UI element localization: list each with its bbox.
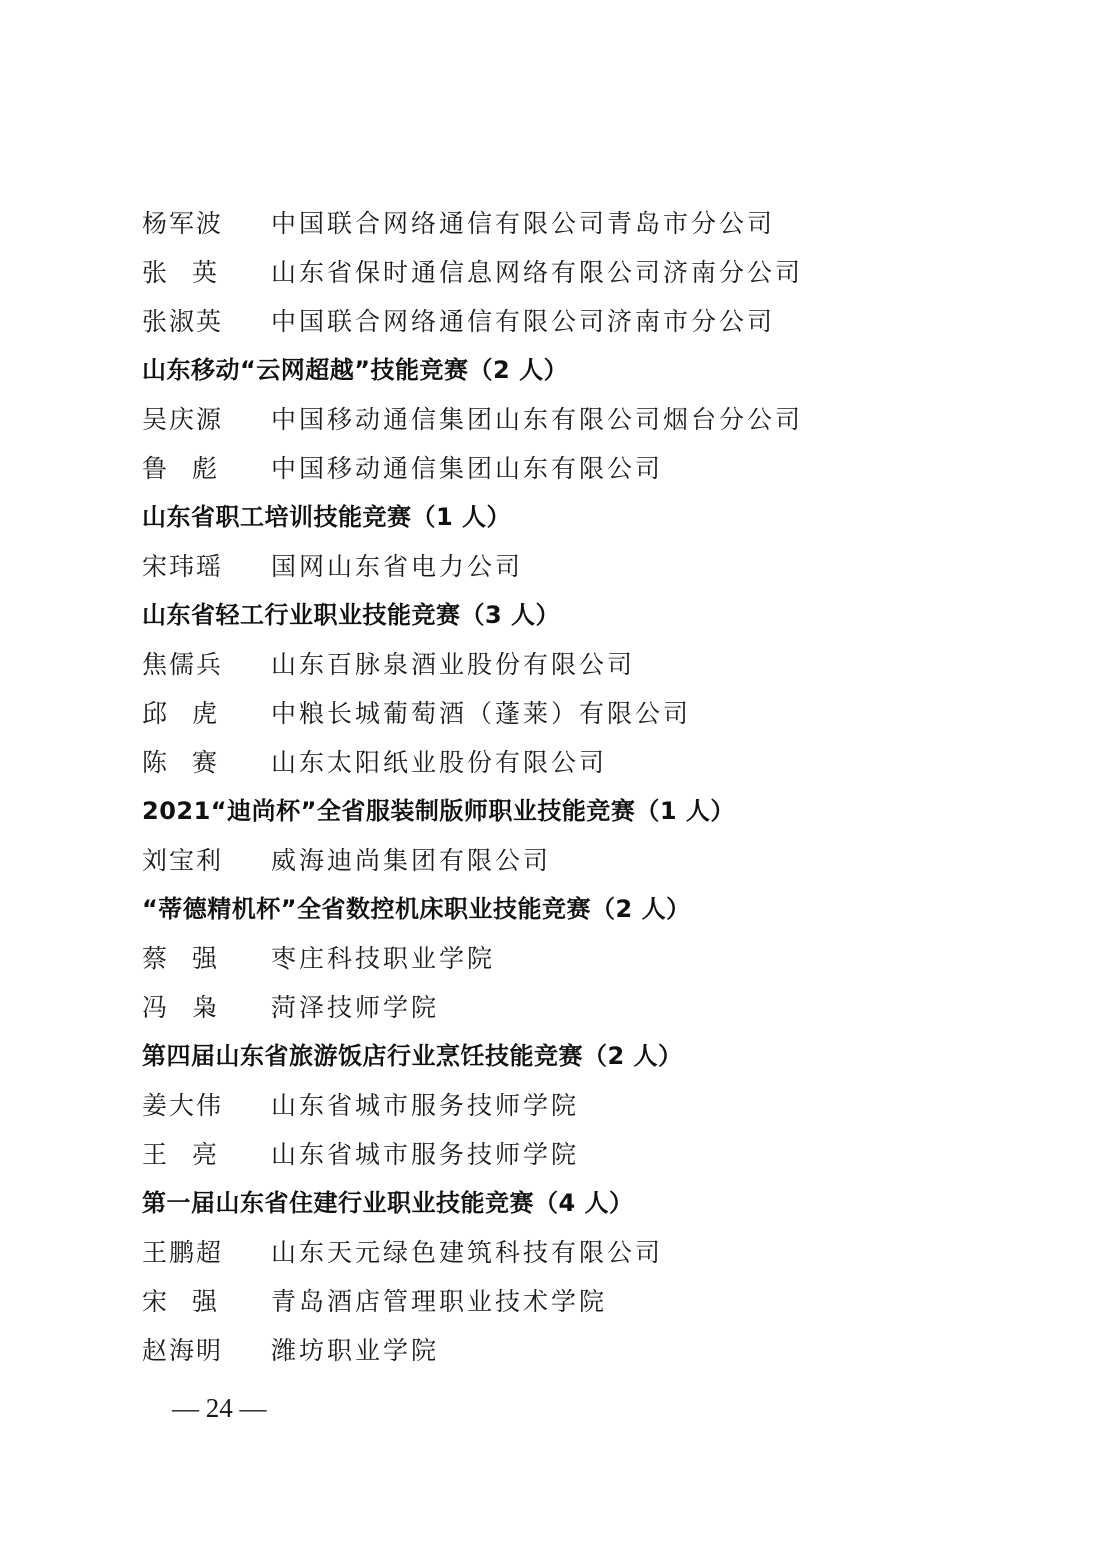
person-name: 王 亮 — [142, 1140, 218, 1169]
organization-name: 中国联合网络通信有限公司青岛市分公司 — [271, 209, 776, 238]
person-name: 陈 赛 — [142, 748, 218, 777]
organization-name: 山东省城市服务技师学院 — [271, 1140, 580, 1169]
list-item — [142, 1081, 1002, 1130]
section-heading: “蒂德精机杯”全省数控机床职业技能竞赛（2 人） — [142, 895, 691, 923]
section-heading: 山东省轻工行业职业技能竞赛（3 人） — [142, 601, 561, 629]
organization-name: 潍坊职业学院 — [271, 1336, 440, 1365]
person-name: 邱 虎 — [142, 699, 218, 728]
list-item — [142, 1326, 1002, 1375]
organization-name: 青岛酒店管理职业技术学院 — [271, 1287, 608, 1316]
person-name: 赵海明 — [142, 1336, 224, 1365]
person-name: 宋玮瑶 — [142, 552, 224, 581]
organization-name: 枣庄科技职业学院 — [271, 944, 496, 973]
organization-name: 山东天元绿色建筑科技有限公司 — [271, 1238, 664, 1267]
list-item — [142, 542, 1002, 591]
list-item — [142, 689, 1002, 738]
page-number: — 24 — — [172, 1393, 267, 1423]
section-heading: 第一届山东省住建行业职业技能竞赛（4 人） — [142, 1189, 634, 1217]
organization-name: 中国联合网络通信有限公司济南市分公司 — [271, 307, 776, 336]
person-name: 宋 强 — [142, 1287, 218, 1316]
list-item — [142, 395, 1002, 444]
list-item — [142, 983, 1002, 1032]
person-name: 冯 枭 — [142, 993, 218, 1022]
list-item — [142, 248, 1002, 297]
section-heading: 第四届山东省旅游饭店行业烹饪技能竞赛（2 人） — [142, 1042, 683, 1070]
section-heading: 山东移动“云网超越”技能竞赛（2 人） — [142, 356, 569, 384]
organization-name: 山东省城市服务技师学院 — [271, 1091, 580, 1120]
list-item — [142, 1277, 1002, 1326]
organization-name: 菏泽技师学院 — [271, 993, 440, 1022]
organization-name: 中国移动通信集团山东有限公司 — [271, 454, 664, 483]
person-name: 鲁 彪 — [142, 454, 218, 483]
list-item — [142, 836, 1002, 885]
person-name: 张淑英 — [142, 307, 224, 336]
organization-name: 国网山东省电力公司 — [271, 552, 524, 581]
section-heading: 2021“迪尚杯”全省服装制版师职业技能竞赛（1 人） — [142, 797, 735, 825]
person-name: 蔡 强 — [142, 944, 218, 973]
organization-name: 山东百脉泉酒业股份有限公司 — [271, 650, 636, 679]
organization-name: 中粮长城葡萄酒（蓬莱）有限公司 — [271, 699, 692, 728]
person-name: 杨军波 — [142, 209, 224, 238]
organization-name: 山东太阳纸业股份有限公司 — [271, 748, 608, 777]
person-name: 张 英 — [142, 258, 218, 287]
organization-name: 中国移动通信集团山东有限公司烟台分公司 — [271, 405, 804, 434]
person-name: 吴庆源 — [142, 405, 224, 434]
section-heading: 山东省职工培训技能竞赛（1 人） — [142, 503, 512, 531]
person-name: 姜大伟 — [142, 1091, 224, 1120]
list-item — [142, 199, 1002, 248]
person-name: 刘宝利 — [142, 846, 224, 875]
document-page — [142, 199, 1002, 1375]
list-item — [142, 738, 1002, 787]
person-name: 焦儒兵 — [142, 650, 224, 679]
list-item — [142, 1228, 1002, 1277]
list-item — [142, 640, 1002, 689]
organization-name: 威海迪尚集团有限公司 — [271, 846, 552, 875]
organization-name: 山东省保时通信息网络有限公司济南分公司 — [271, 258, 804, 287]
list-item — [142, 1130, 1002, 1179]
person-name: 王鹏超 — [142, 1238, 224, 1267]
list-item — [142, 934, 1002, 983]
list-item — [142, 444, 1002, 493]
list-item — [142, 297, 1002, 346]
